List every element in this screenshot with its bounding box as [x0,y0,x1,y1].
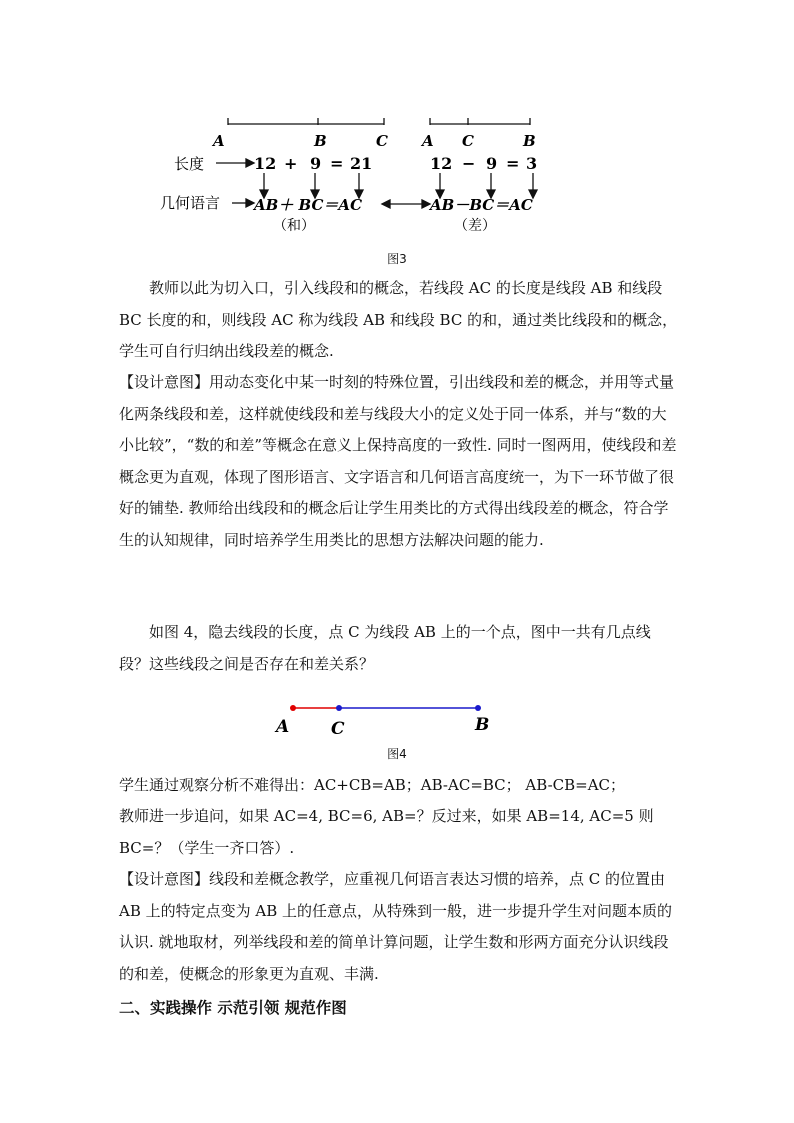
sum-equals: = [330,154,344,173]
point-a [290,705,296,711]
row-label-length: 长度 [174,155,205,173]
section-heading: 二、实践操作 示范引领 规范作图 [119,999,347,1017]
paragraph-figure-4-question: 如图 4，隐去线段的长度，点 C 为线段 AB 上的一个点，图中一共有几点线段？这些线段之间是否存在和差关系？ [119,623,651,673]
figure-3-caption: 图3 [387,252,407,266]
point-c [336,705,342,711]
point-label-c: C [462,132,474,150]
diff-segment [430,118,530,125]
row-label-geometry: 几何语言 [160,194,221,212]
diff-equals: = [506,154,520,173]
sum-term: 9 [310,154,322,173]
figure-4 [270,700,500,742]
point-label-a: A [276,717,290,737]
diff-result: 3 [526,154,538,173]
paragraph-segment-sum-concept: 教师以此为切入口，引入线段和的概念，若线段 AC 的长度是线段 AB 和线段 BC 长度的和，则线段 AC 称为线段 AB 和线段 BC 的和，通过类比线段和的概念，学生可自行归纳出线段差的概念. [119,279,678,360]
point-label-c: C [331,719,345,739]
sum-term: 12 [254,154,277,173]
point-label-a: A [213,132,225,150]
design-intent-2: 【设计意图】线段和差概念教学，应重视几何语言表达习惯的培养，点 C 的位置由 AB 上的特定点变为 AB 上的任意点，从特殊到一般，进一步提升学生对问题本质的认识. 就地取材，列举线段和差的简单计算问题，让学生数和形两方面充分认识线段的和差，使概念的形象更为直观、丰满. [119,870,673,983]
design-intent-1: 【设计意图】用动态变化中某一时刻的特殊位置，引出线段和差的概念，并用等式量化两条线段和差，这样就使线段和差与线段大小的定义处于同一体系，并与“数的大小比较”，“数的和差”等概念在意义上保持高度的一致性. 同时一图两用，使线段和差概念更为直观，体现了图形语言、文字语言和几何语言高度统一，为下一环节做了很好的铺垫. 教师给出线段和的概念后让学生用类比的方式得出线段差的概念，符合学生的认知规律，同时培养学生用类比的思想方法解决问题的能力. [119,373,677,549]
sum-segment [228,118,384,125]
diff-term: 9 [486,154,498,173]
figure-4-caption: 图4 [387,747,407,761]
point-label-a: A [422,132,434,150]
point-b [475,705,481,711]
double-arrow-icon [382,200,430,208]
arrow-icon [216,159,254,167]
point-label-b: B [475,715,490,735]
arrow-icon [232,199,254,207]
figure-3 [160,112,560,237]
sum-operator: + [284,154,298,173]
teacher-follow-up: 教师进一步追问，如果 AC=4, BC=6, AB=？反过来，如果 AB=14, AC=5 则 BC=？（学生一齐口答）. [119,807,654,857]
point-label-c: C [376,132,388,150]
down-arrows [260,173,537,198]
diff-operator: − [462,154,476,173]
point-label-b: B [523,132,536,150]
diff-note: （差） [454,218,496,234]
student-conclusion: 学生通过观察分析不难得出：AC+CB=AB；AB-AC=BC； AB-CB=AC； [119,776,626,794]
diff-term: 12 [430,154,453,173]
sum-geometry-expression: AB＋ BC＝AC [254,196,363,214]
diff-geometry-expression: AB－BC＝AC [430,196,533,214]
point-label-b: B [314,132,327,150]
sum-note: （和） [273,218,315,234]
sum-result: 21 [350,154,373,173]
